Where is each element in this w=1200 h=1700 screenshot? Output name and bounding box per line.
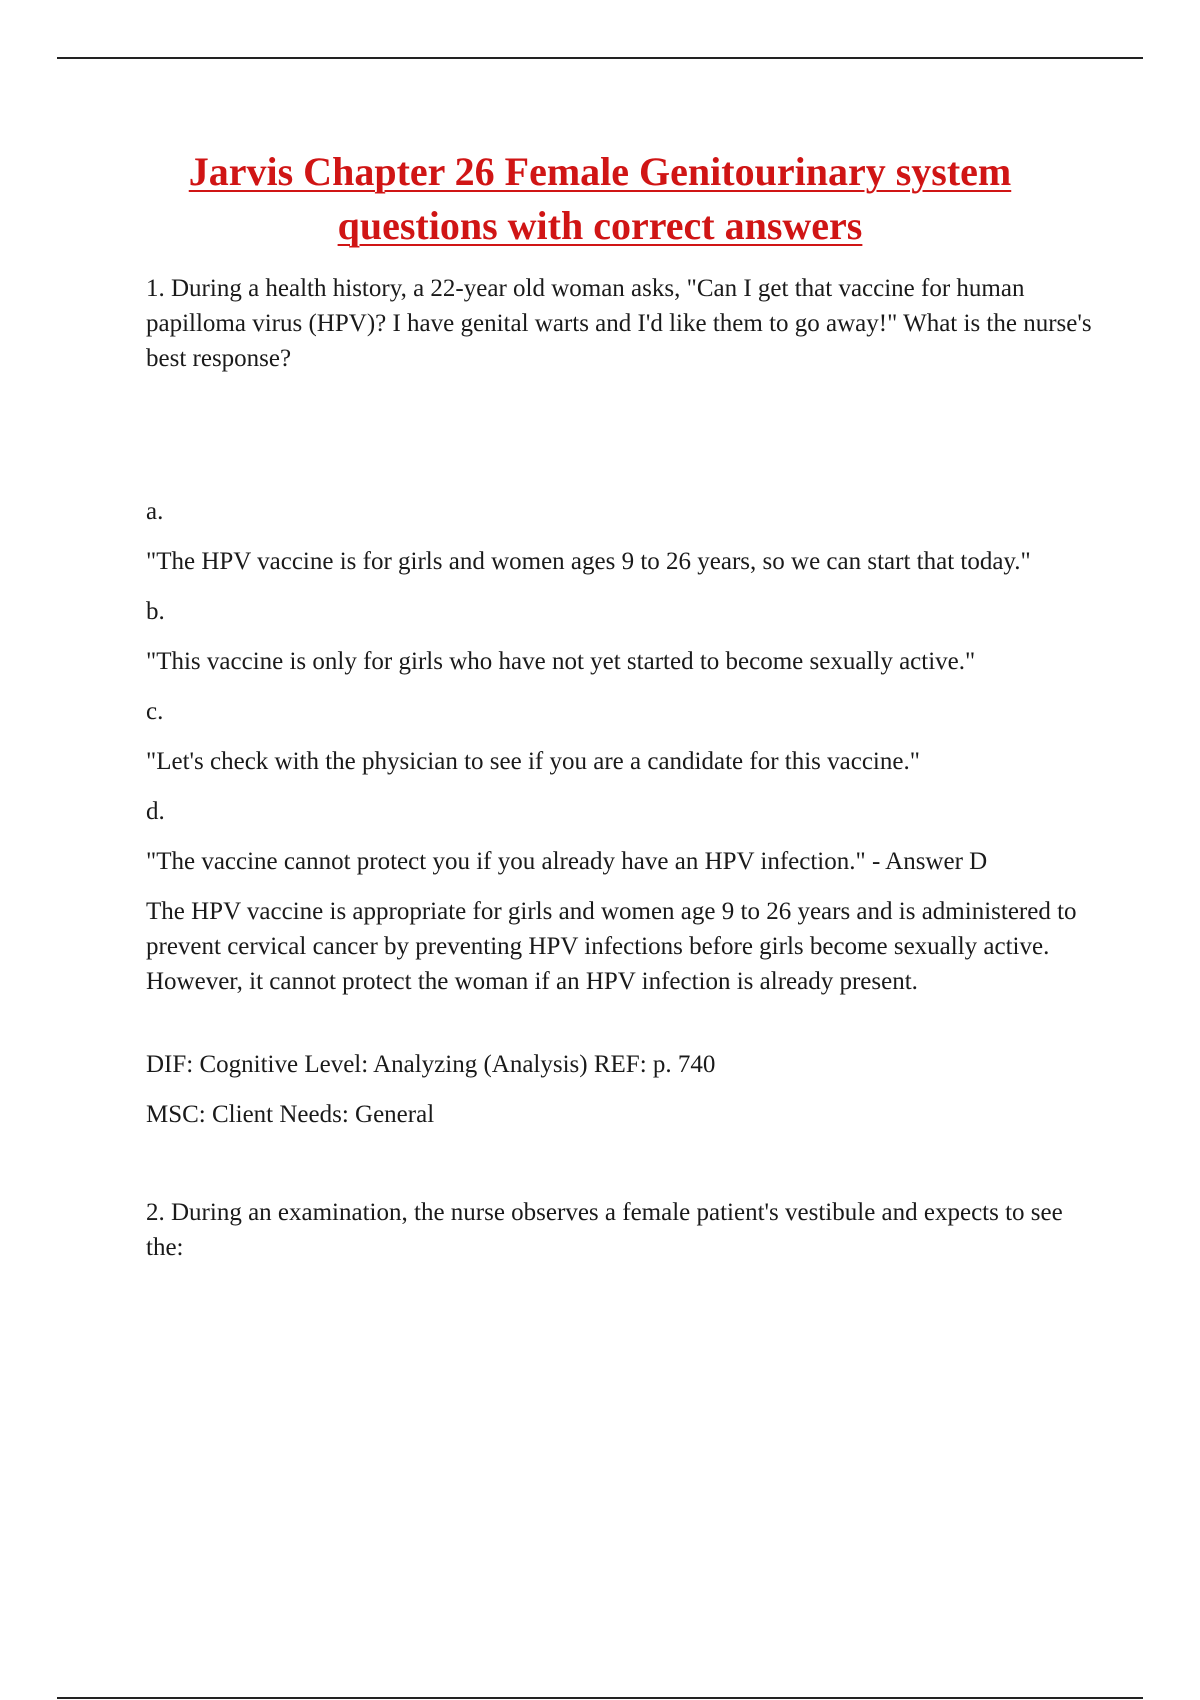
document-title	[100, 145, 1100, 253]
title-line-2: questions with correct answers	[337, 203, 863, 248]
option-c-letter: c.	[146, 698, 164, 725]
top-rule	[57, 57, 1143, 59]
option-b-text: "This vaccine is only for girls who have not yet started to become sexually active."	[146, 648, 976, 675]
bottom-rule	[57, 1697, 1143, 1699]
question-1-stem: 1. During a health history, a 22-year old woman asks, "Can I get that vaccine for human papilloma virus (HPV)? I have genital warts and I'd like them to go away!" What is the nurse's best response?	[146, 275, 1092, 372]
title-line-1: Jarvis Chapter 26 Female Genitourinary system	[188, 149, 1012, 194]
option-a-letter: a.	[146, 498, 164, 525]
option-d-text: "The vaccine cannot protect you if you already have an HPV infection." - Answer D	[146, 848, 988, 875]
question-2-stem: 2. During an examination, the nurse observes a female patient's vestibule and expects to see the:	[146, 1199, 1063, 1261]
option-b-letter: b.	[146, 598, 165, 625]
document-body	[146, 271, 1096, 1265]
option-c-text: "Let's check with the physician to see if you are a candidate for this vaccine."	[146, 748, 920, 775]
question-1-dif: DIF: Cognitive Level: Analyzing (Analysis) REF: p. 740	[146, 1051, 716, 1078]
option-a-text: "The HPV vaccine is for girls and women ages 9 to 26 years, so we can start that today."	[146, 548, 1031, 575]
question-1-rationale: The HPV vaccine is appropriate for girls and women age 9 to 26 years and is administered to prevent cervical cancer by preventing HPV infections before girls become sexually active. However, it cannot protect the woman if an HPV infection is already present.	[146, 898, 1077, 995]
option-d-letter: d.	[146, 798, 165, 825]
question-1-msc: MSC: Client Needs: General	[146, 1101, 435, 1128]
